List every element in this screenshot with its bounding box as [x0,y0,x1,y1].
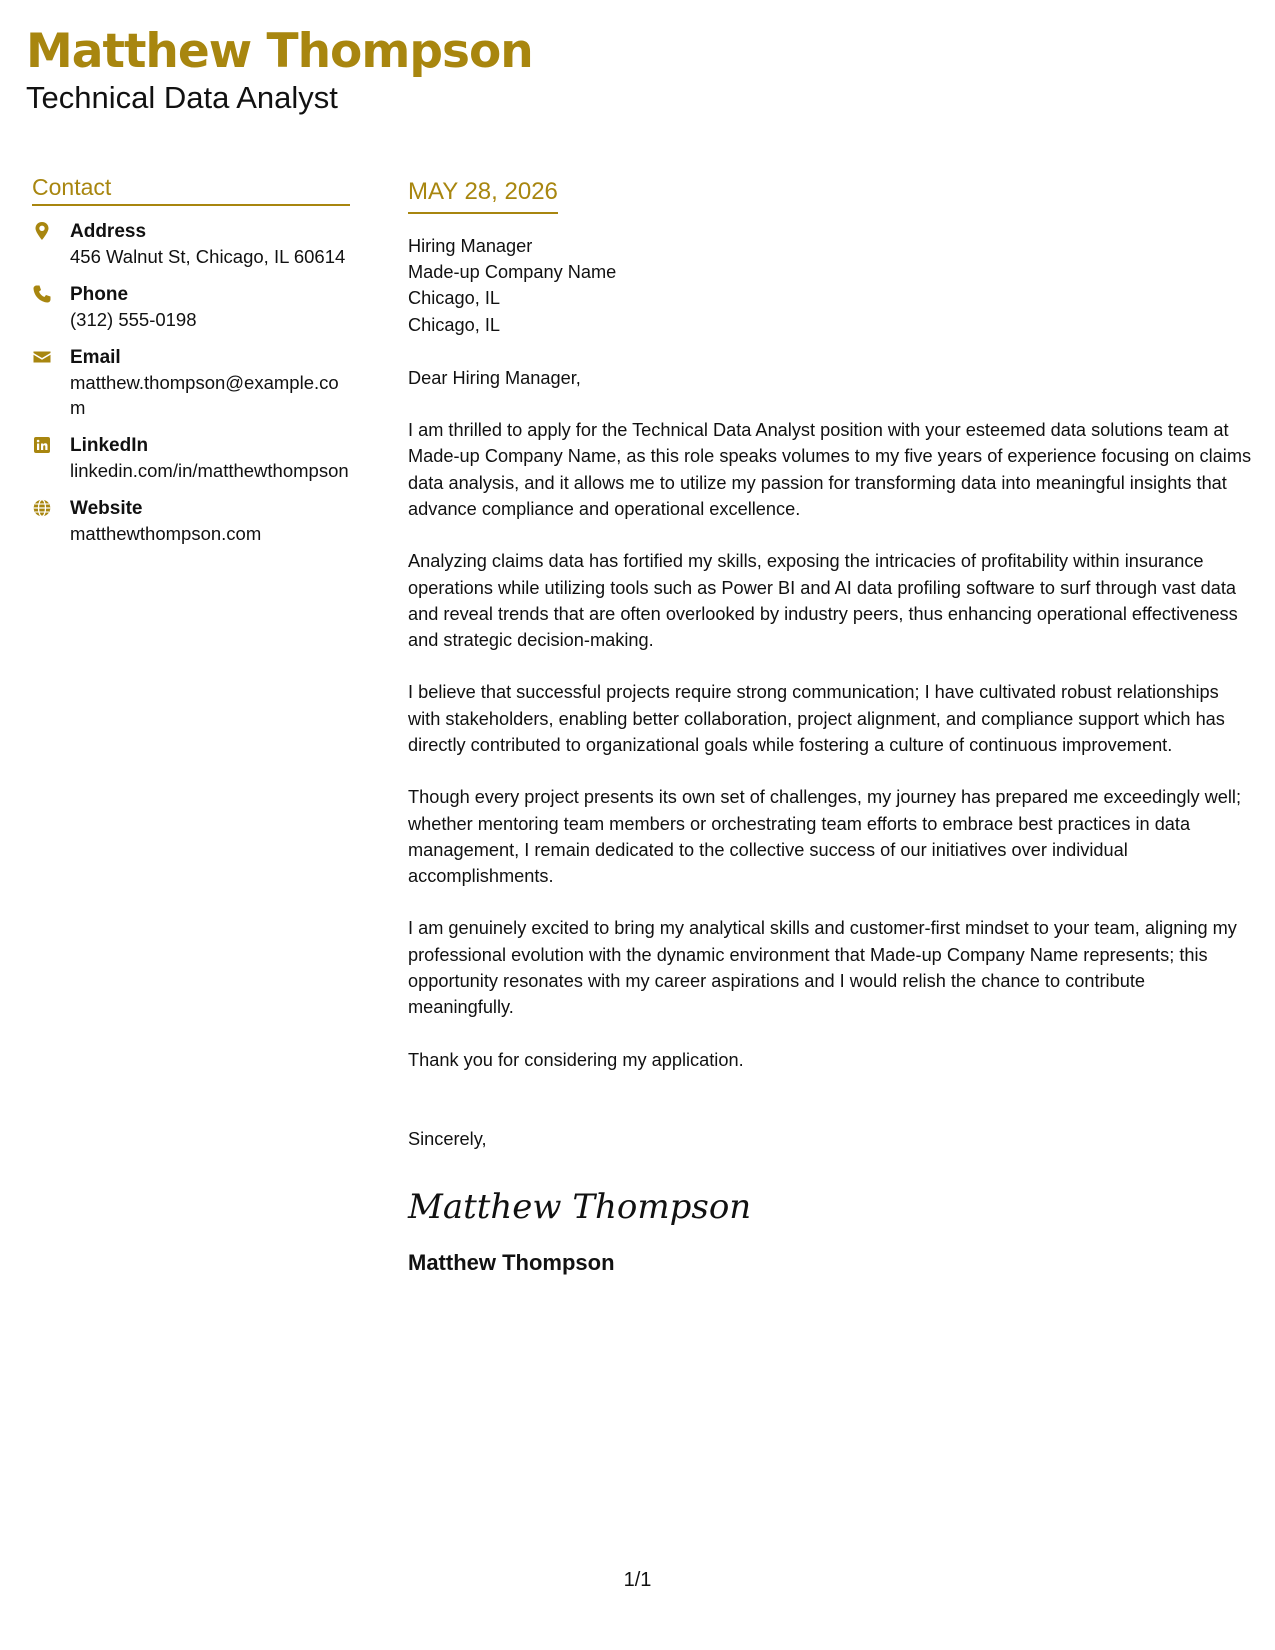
contact-label: Website [70,498,143,519]
body-paragraph: Analyzing claims data has fortified my skills, exposing the intricacies of profitability within insurance operations while utilizing tools such as Power BI and AI data profiling software to surf through vast data and reveal trends that are often overlooked by industry peers, thus enhancing operational effectiveness and strategic decision-making. [408,551,1238,651]
contact-website [32,496,350,546]
email-value[interactable]: matthew.thompson@example.com [70,372,339,418]
recipient-line: Chicago, IL [408,288,501,309]
address-value: 456 Walnut St, Chicago, IL 60614 [70,246,346,267]
recipient-line: Hiring Manager [408,236,533,256]
contact-sidebar [32,174,350,546]
map-pin-icon [32,219,70,269]
linkedin-value[interactable]: linkedin.com/in/matthewthompson [70,460,349,481]
contact-heading: Contact [32,174,350,206]
contact-email [32,345,350,420]
globe-icon [32,496,70,546]
contact-linkedin [32,433,350,483]
candidate-name: Matthew Thompson [26,24,533,79]
phone-value: (312) 555-0198 [70,309,197,330]
signer-name: Matthew Thompson [408,1249,615,1275]
contact-label: Phone [70,284,129,305]
body-paragraph: Thank you for considering my application. [408,1049,744,1070]
signature-image [408,1176,752,1236]
closing: Sincerely, [408,1128,487,1149]
phone-icon [32,282,70,332]
recipient-block [408,233,1253,338]
job-title: Technical Data Analyst [26,80,338,115]
envelope-icon [32,345,70,420]
letter-date: MAY 28, 2026 [408,178,558,214]
body-paragraph: I am thrilled to apply for the Technical Data Analyst position with your esteemed data solutions team at Made-up Company Name, as this role speaks volumes to my five years of experience focusing on claims data analysis, and it allows me to utilize my passion for transforming data into meaningful insights that advance compliance and operational excellence. [408,420,1252,519]
contact-label: Email [70,347,121,368]
body-paragraph: I am genuinely excited to bring my analytical skills and customer-first mindset to your team, aligning my professional evolution with the dynamic environment that Made-up Company Name represents; this opportunity resonates with my career aspirations and I would relish the chance to contribute meaningfully. [408,918,1237,1018]
body-paragraph: Though every project presents its own set of challenges, my journey has prepared me exceedingly well; whether mentoring team members or orchestrating team efforts to embrace best practices in data management, I remain dedicated to the collective success of our initiatives over individual accomplishments. [408,787,1242,887]
signature-text: Matthew Thompson [408,1186,752,1227]
body-paragraph: I believe that successful projects require strong communication; I have cultivated robust relationships with stakeholders, enabling better collaboration, project alignment, and compliance support which has directly contributed to organizational goals while fostering a culture of continuous improvement. [408,682,1225,755]
salutation: Dear Hiring Manager, [408,367,581,388]
header [26,22,533,116]
contact-label: LinkedIn [70,435,149,456]
letter-body [408,178,1253,1276]
recipient-line: Chicago, IL [408,314,501,335]
contact-address [32,219,350,269]
recipient-line: Made-up Company Name [408,262,617,283]
contact-label: Address [70,221,147,242]
linkedin-icon [32,433,70,483]
contact-phone [32,282,350,332]
page-number: 1/1 [623,1569,652,1591]
website-value[interactable]: matthewthompson.com [70,523,262,544]
